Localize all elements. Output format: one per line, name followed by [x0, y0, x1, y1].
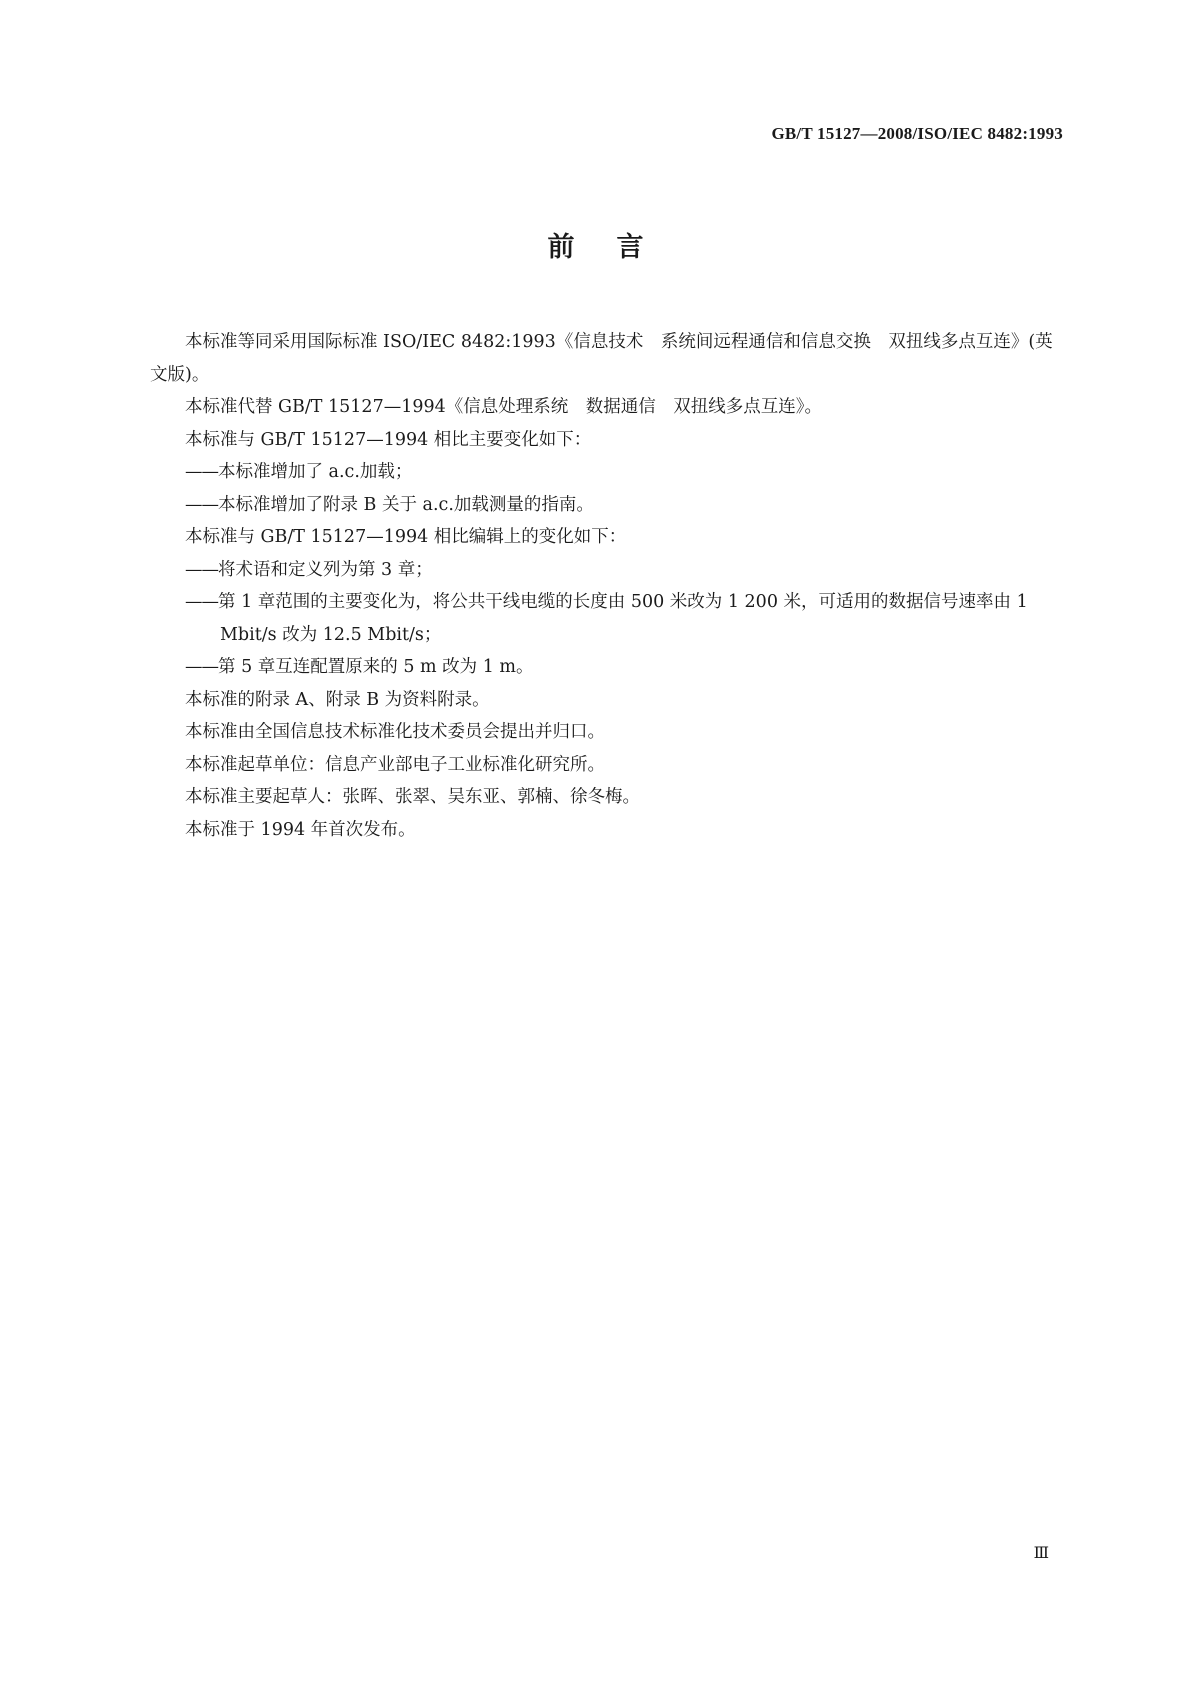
list-item	[150, 456, 1062, 489]
list-item-text: 第 5 章互连配置原来的 5 m 改为 1 m。	[218, 657, 534, 677]
list-item-text: 本标准增加了 a.c.加载；	[218, 462, 413, 482]
paragraph-editorial-changes: 本标准与 GB/T 15127—1994 相比编辑上的变化如下：	[185, 527, 627, 547]
list-dash: ——	[185, 494, 218, 515]
standard-code-header: GB/T 15127—2008/ISO/IEC 8482:1993	[771, 124, 1063, 143]
list-dash: ——	[185, 559, 218, 580]
list-item-text: 将术语和定义列为第 3 章；	[218, 559, 433, 580]
page-title: 前言	[547, 232, 686, 263]
list-dash: ——	[185, 462, 218, 482]
paragraph-drafting-unit: 本标准起草单位：信息产业部电子工业标准化研究所。	[185, 754, 605, 775]
list-dash: ——	[185, 592, 218, 612]
paragraph-annexes: 本标准的附录 A、附录 B 为资料附录。	[185, 689, 490, 710]
paragraph-main-changes: 本标准与 GB/T 15127—1994 相比主要变化如下：	[185, 429, 592, 450]
paragraph-drafters: 本标准主要起草人：张晖、张翠、吴东亚、郭楠、徐冬梅。	[185, 787, 640, 807]
paragraph-first-published: 本标准于 1994 年首次发布。	[185, 819, 416, 840]
page-number: Ⅲ	[1033, 1545, 1049, 1562]
list-item-text: 第 1 章范围的主要变化为，将公共干线电缆的长度由 500 米改为 1 200 米，可适用的数据信号速率由 1 Mbit/s 改为 12.5 Mbit/s；	[218, 592, 1028, 645]
paragraph-adoption: 本标准等同采用国际标准 ISO/IEC 8482:1993《信息技术 系统间远程通信和信息交换 双扭线多点互连》(英文版)。	[150, 332, 1053, 385]
list-item-text: 本标准增加了附录 B 关于 a.c.加载测量的指南。	[218, 494, 594, 515]
list-item	[150, 554, 1062, 587]
foreword-body	[150, 326, 1062, 846]
list-item	[150, 651, 1062, 684]
list-dash: ——	[185, 657, 218, 677]
list-item	[150, 489, 1062, 522]
paragraph-replaces: 本标准代替 GB/T 15127—1994《信息处理系统 数据通信 双扭线多点互连》。	[185, 397, 822, 417]
list-item	[150, 586, 1062, 651]
paragraph-proposer: 本标准由全国信息技术标准化技术委员会提出并归口。	[185, 722, 605, 742]
